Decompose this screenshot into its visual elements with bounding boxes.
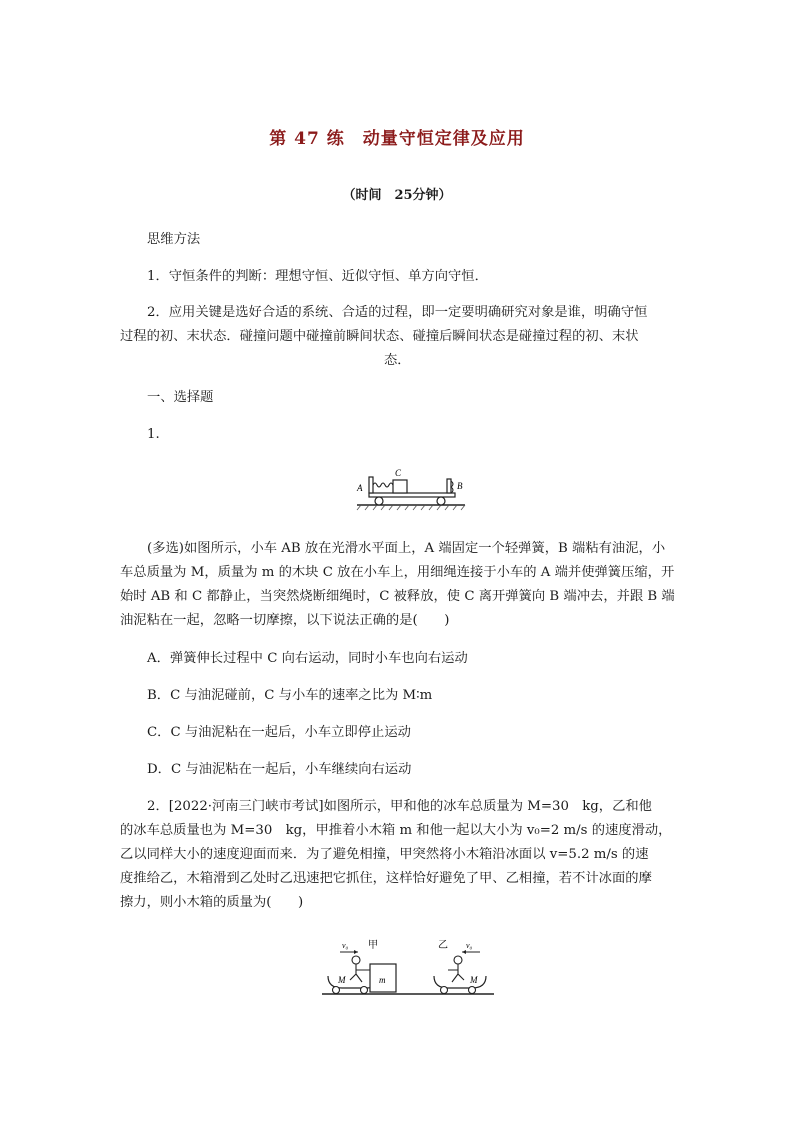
question-1-option-c: C．C 与油泥粘在一起后，小车立即停止运动: [147, 725, 411, 740]
label-c: C: [395, 468, 402, 478]
label-v0-right: v₀: [466, 941, 473, 950]
skater-yi: [434, 956, 486, 994]
question-1-stem-line-2: 车总质量为 M，质量为 m 的木块 C 放在小车上，用细绳连接于小车的 A 端并使弹簧压缩，开: [120, 565, 675, 580]
question-1-stem-line-4: 油泥粘在一起，忽略一切摩擦，以下说法正确的是( ): [120, 613, 450, 628]
question-2-line-5: 擦力，则小木箱的质量为( ): [120, 895, 304, 910]
method-point-2-line-3: 态．: [384, 353, 411, 368]
label-b: B: [457, 481, 463, 491]
question-1-stem-line-1: (多选)如图所示，小车 AB 放在光滑水平面上，A 端固定一个轻弹簧，B 端粘有油泥，小: [147, 541, 666, 556]
section-heading: 一、选择题: [147, 390, 214, 405]
question-2-line-3: 乙以同样大小的速度迎面而来．为了避免相撞，甲突然将小木箱沿冰面以 v=5.2 m/s 的速: [120, 847, 649, 862]
cart-body: [369, 493, 455, 497]
time-limit: （时间 25分钟）: [342, 188, 452, 203]
method-heading: 思维方法: [147, 232, 201, 247]
block-c: [393, 480, 407, 493]
question-2-line-2: 的冰车总质量也为 M=30 kg，甲推着小木箱 m 和他一起以大小为 v₀=2 m/s 的速度滑动，: [120, 823, 672, 838]
skaters-figure: [318, 930, 498, 1000]
label-m-right: M: [470, 975, 478, 985]
cart-wall-b: [447, 479, 451, 493]
label-a: A: [357, 483, 363, 493]
cart-spring-figure: [355, 465, 467, 511]
floor-hatching: [357, 505, 465, 510]
question-1-option-b: B．C 与油泥碰前，C 与小车的速率之比为 M∶m: [147, 688, 433, 703]
label-yi: 乙: [438, 940, 448, 951]
cart-wall-a: [369, 477, 373, 493]
question-2-line-1: 2．[2022·河南三门峡市考试]如图所示，甲和他的冰车总质量为 M=30 kg，乙和他: [147, 799, 652, 814]
question-2-line-4: 度推给乙，木箱滑到乙处时乙迅速把它抓住，这样恰好避免了甲、乙相撞，若不计冰面的摩: [120, 871, 652, 886]
label-v0-left: v₀: [342, 941, 349, 950]
method-point-2-line-1: 2．应用关键是选好合适的系统、合适的过程，即一定要明确研究对象是谁，明确守恒: [147, 305, 648, 320]
question-1-number: 1.: [147, 427, 160, 442]
method-point-1: 1．守恒条件的判断：理想守恒、近似守恒、单方向守恒．: [147, 269, 488, 284]
method-point-2-line-2: 过程的初、末状态．碰撞问题中碰撞前瞬间状态、碰撞后瞬间状态是碰撞过程的初、末状: [120, 329, 639, 344]
wheel-left: [375, 497, 383, 505]
page-title: 第 47 练 动量守恒定律及应用: [269, 129, 525, 149]
wheel-right: [437, 497, 445, 505]
question-1-option-a: A．弹簧伸长过程中 C 向右运动，同时小车也向右运动: [147, 651, 468, 666]
label-m-left: M: [338, 975, 346, 985]
label-jia: 甲: [368, 940, 378, 951]
question-1-option-d: D．C 与油泥粘在一起后，小车继续向右运动: [147, 762, 412, 777]
label-box-m: m: [379, 975, 386, 985]
spring: [373, 483, 393, 487]
question-1-stem-line-3: 始时 AB 和 C 都静止，当突然烧断细绳时，C 被释放，使 C 离开弹簧向 B 端冲去，并跟 B 端: [120, 589, 675, 604]
